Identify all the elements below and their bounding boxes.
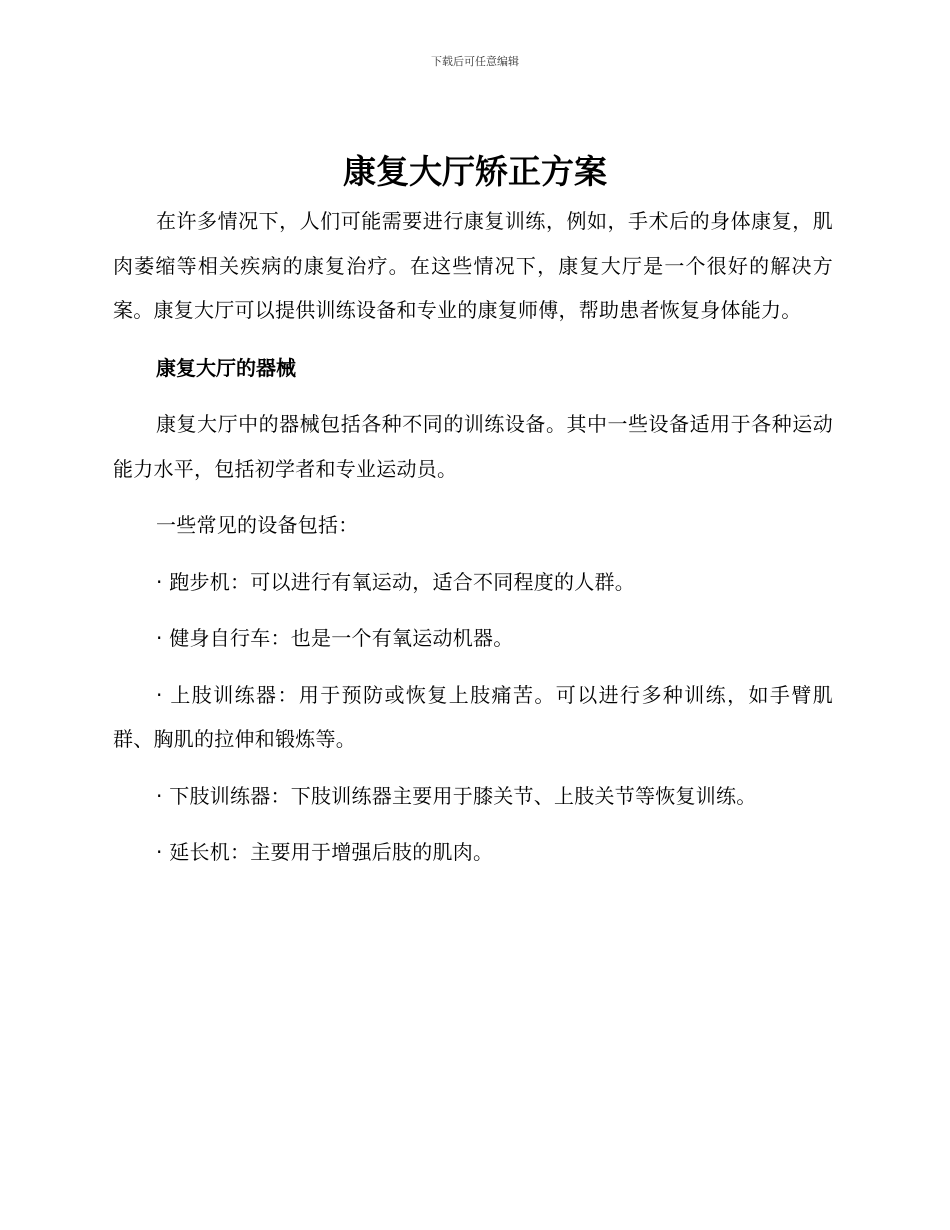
document-body (113, 199, 833, 875)
document-title: 康复大厅矫正方案 (343, 152, 607, 191)
list-item-upper-limb-trainer: · 上肢训练器：用于预防或恢复上肢痛苦。可以进行多种训练，如手臂肌群、胸肌的拉伸和锻炼等。 (113, 682, 833, 751)
header-note: 下载后可任意编辑 (431, 55, 519, 68)
list-item-lower-limb-trainer: · 下肢训练器：下肢训练器主要用于膝关节、上肢关节等恢复训练。 (156, 783, 757, 808)
list-item-exercise-bike: · 健身自行车：也是一个有氧运动机器。 (156, 626, 514, 650)
intro-paragraph: 在许多情况下，人们可能需要进行康复训练，例如，手术后的身体康复，肌肉萎缩等相关疾病的康复治疗。在这些情况下，康复大厅是一个很好的解决方案。康复大厅可以提供训练设备和专业的康复师傅，帮助患者恢复身体能力。 (113, 209, 833, 322)
list-item-extension-machine: · 延长机：主要用于增强后肢的肌肉。 (156, 840, 494, 864)
list-intro-paragraph: 一些常见的设备包括： (156, 513, 359, 537)
list-item-treadmill: · 跑步机：可以进行有氧运动，适合不同程度的人群。 (156, 569, 635, 594)
equipment-intro-paragraph: 康复大厅中的器械包括各种不同的训练设备。其中一些设备适用于各种运动能力水平，包括初学者和专业运动员。 (113, 412, 833, 481)
section-heading: 康复大厅的器械 (156, 355, 296, 380)
